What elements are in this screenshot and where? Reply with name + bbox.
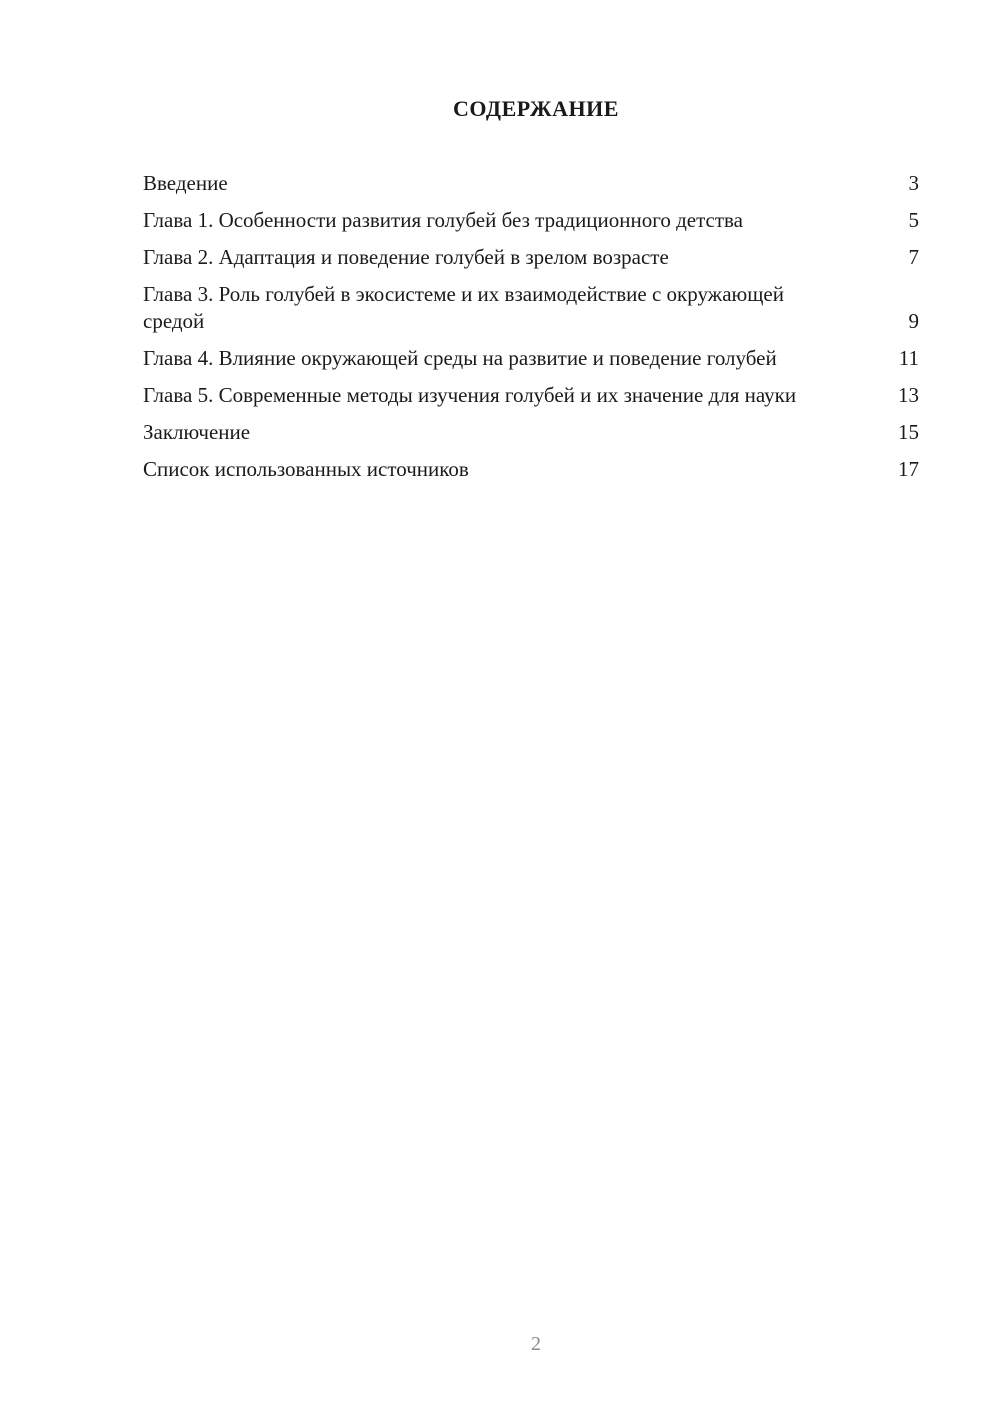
toc-item-label: Глава 2. Адаптация и поведение голубей в зрелом возрасте (143, 245, 669, 269)
toc-item-page: 9 (908, 309, 919, 333)
toc-item-page: 17 (898, 457, 919, 481)
toc-item-chapter-4 (143, 345, 919, 372)
toc-item-chapter-1 (143, 207, 919, 234)
toc-item-page: 5 (908, 208, 919, 232)
table-of-contents (143, 170, 919, 493)
toc-item-label: Введение (143, 171, 228, 195)
toc-item-introduction (143, 170, 919, 197)
toc-item-chapter-2 (143, 244, 919, 271)
toc-item-label: Глава 4. Влияние окружающей среды на развитие и поведение голубей (143, 346, 777, 370)
toc-item-page: 15 (898, 420, 919, 444)
toc-item-conclusion (143, 419, 919, 446)
toc-item-label: Глава 5. Современные методы изучения голубей и их значение для науки (143, 383, 797, 407)
toc-item-label: Глава 1. Особенности развития голубей без традиционного детства (143, 208, 743, 232)
toc-item-page: 7 (908, 245, 919, 269)
toc-item-label: Заключение (143, 420, 251, 444)
toc-item-label: Список использованных источников (143, 457, 469, 481)
toc-title: СОДЕРЖАНИЕ (453, 96, 619, 121)
toc-item-page: 13 (898, 383, 919, 407)
toc-item-references (143, 456, 919, 483)
page-number: 2 (531, 1333, 541, 1355)
toc-item-chapter-3 (143, 281, 919, 335)
toc-item-label: Глава 3. Роль голубей в экосистеме и их взаимодействие с окружающей средой (143, 282, 784, 333)
toc-item-chapter-5 (143, 382, 919, 409)
toc-item-page: 11 (898, 346, 919, 370)
toc-item-page: 3 (908, 171, 919, 195)
